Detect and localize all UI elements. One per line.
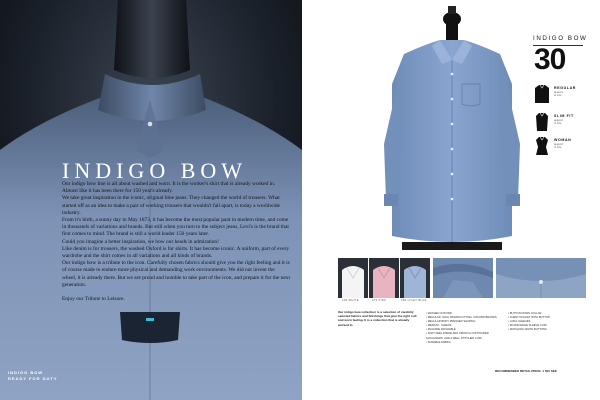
feature-list-left [426,312,497,345]
fit-name: SLIM FIT [554,114,574,118]
feature-item: • CHEST POCKET WITH BUTTON [508,316,550,320]
thumbnail-caption: 473 PINK [372,299,387,302]
fit-woman [534,136,594,160]
feature-item: • ROUND EDGE SLEEVE CUFF [508,324,550,328]
thumbnail-pink[interactable] [369,258,399,298]
footer-tagline: READY FOR DUTY [8,376,58,381]
thumbnail-collar-detail[interactable] [496,258,586,298]
fit-slim [534,112,594,136]
story-paragraph: Like denim is for trousers, the washed Oxford is for shirts. It has become iconic. A uniform, part of every wardrobe and the shirt comes in all variations and all kinds of brands. [62,245,290,260]
feature-item: • BUTTON DOWN COLLAR [508,312,550,316]
right-page [302,0,600,400]
fit-name: REGULAR [554,86,576,90]
thumbnail-light-blue[interactable] [400,258,430,298]
shirt-icon [534,84,550,104]
footer-collection: INDIGO BOW [8,370,44,375]
thumbnail-caption: 390 LIGHT BLUE [401,299,427,302]
thumbnail-white[interactable] [338,258,368,298]
collection-label: INDIGO BOW [533,35,588,42]
thumbnail-fabric-detail[interactable] [433,258,493,298]
story-paragraph: Our indigo bow is a tribute to the icon. Carefully chosen fabrics should give you the right feeling and it is of course made to endure more physical and demanding work environments. We did not invent the wheel, it is already there. But we are proud and humble to take part of the icon, and prepare it for the next generation. [62,260,290,288]
page-footer [8,370,57,382]
fit-name: WOMAN [554,138,572,142]
collection-title: INDIGO BOW [62,158,248,183]
fit-note: append to size [554,91,563,98]
thumbnail-caption: 305 WHITE [342,299,360,302]
feature-item: • MATCHING WHITE BUTTONS [508,328,550,332]
feature-item: • REGULAR, SLIM, WOMAN FITTING. OXFORD BRANDS [426,316,497,320]
feature-item: • REGULAR BODY PRESSED SHAPING [426,320,497,324]
product-description: Our indigo bow collection is a selection of carefully selected fabrics and finishings that give the right soft and worn feeling. It is a collection that is already worked in. [338,310,417,327]
shirt-on-mannequin-photo [362,4,542,254]
feature-item: • WASHED OXFORD [426,312,497,316]
fit-note: append to size [554,143,563,150]
feature-item: • SOFT FEEL INSIDE AND SMOOTH CONTOURED SHOULDERS, AND A WELL STITCHED CUFF [426,332,492,340]
shirt-icon [534,136,550,156]
feature-item: • LONG SLEEVES [508,320,550,324]
story-paragraph: Our indigo bow line is all about washed and worn. It is the worker's shirt that is already worked in. Almost like it has been there for 150 year's already. [62,181,276,195]
retail-price: RECOMMENDED RETAIL PRICE: 1 500 SEK [495,369,557,373]
story-paragraph: From it's birth, a sunny day in May 1873, it has become the most popular pant in modern time, and come in thousands of variations and brands. But still when you turn to the subject jeans, Levi's is the brand that first comes to mind. The brand is still a world leader 150 years later. [62,217,289,238]
story-closing: Enjoy our Tribute to Leisure. [62,296,125,303]
fit-regular [534,84,594,108]
story-paragraph: We take great inspiration in the iconic, original blue jeans. They changed the world of trousers. What started off as an idea to make a pair of working trousers that wouldn't fall apart, is today a worldwide industry. [62,195,280,216]
fit-note: append to size [554,119,563,126]
detail-thumbnails [338,258,586,298]
feature-item: • MEDIUM - SLEEVE [426,324,497,328]
feature-item: • DURABLE FABRIC [426,341,497,345]
shirt-icon [534,112,550,132]
collection-story [62,181,290,303]
feature-item: • MACHINE WASHABLE [426,328,497,332]
style-number: 30 [534,43,566,76]
story-paragraph: Could you imagine a better inspiration, we bow our heads in admiration! [62,238,219,245]
feature-list-right [508,312,550,332]
